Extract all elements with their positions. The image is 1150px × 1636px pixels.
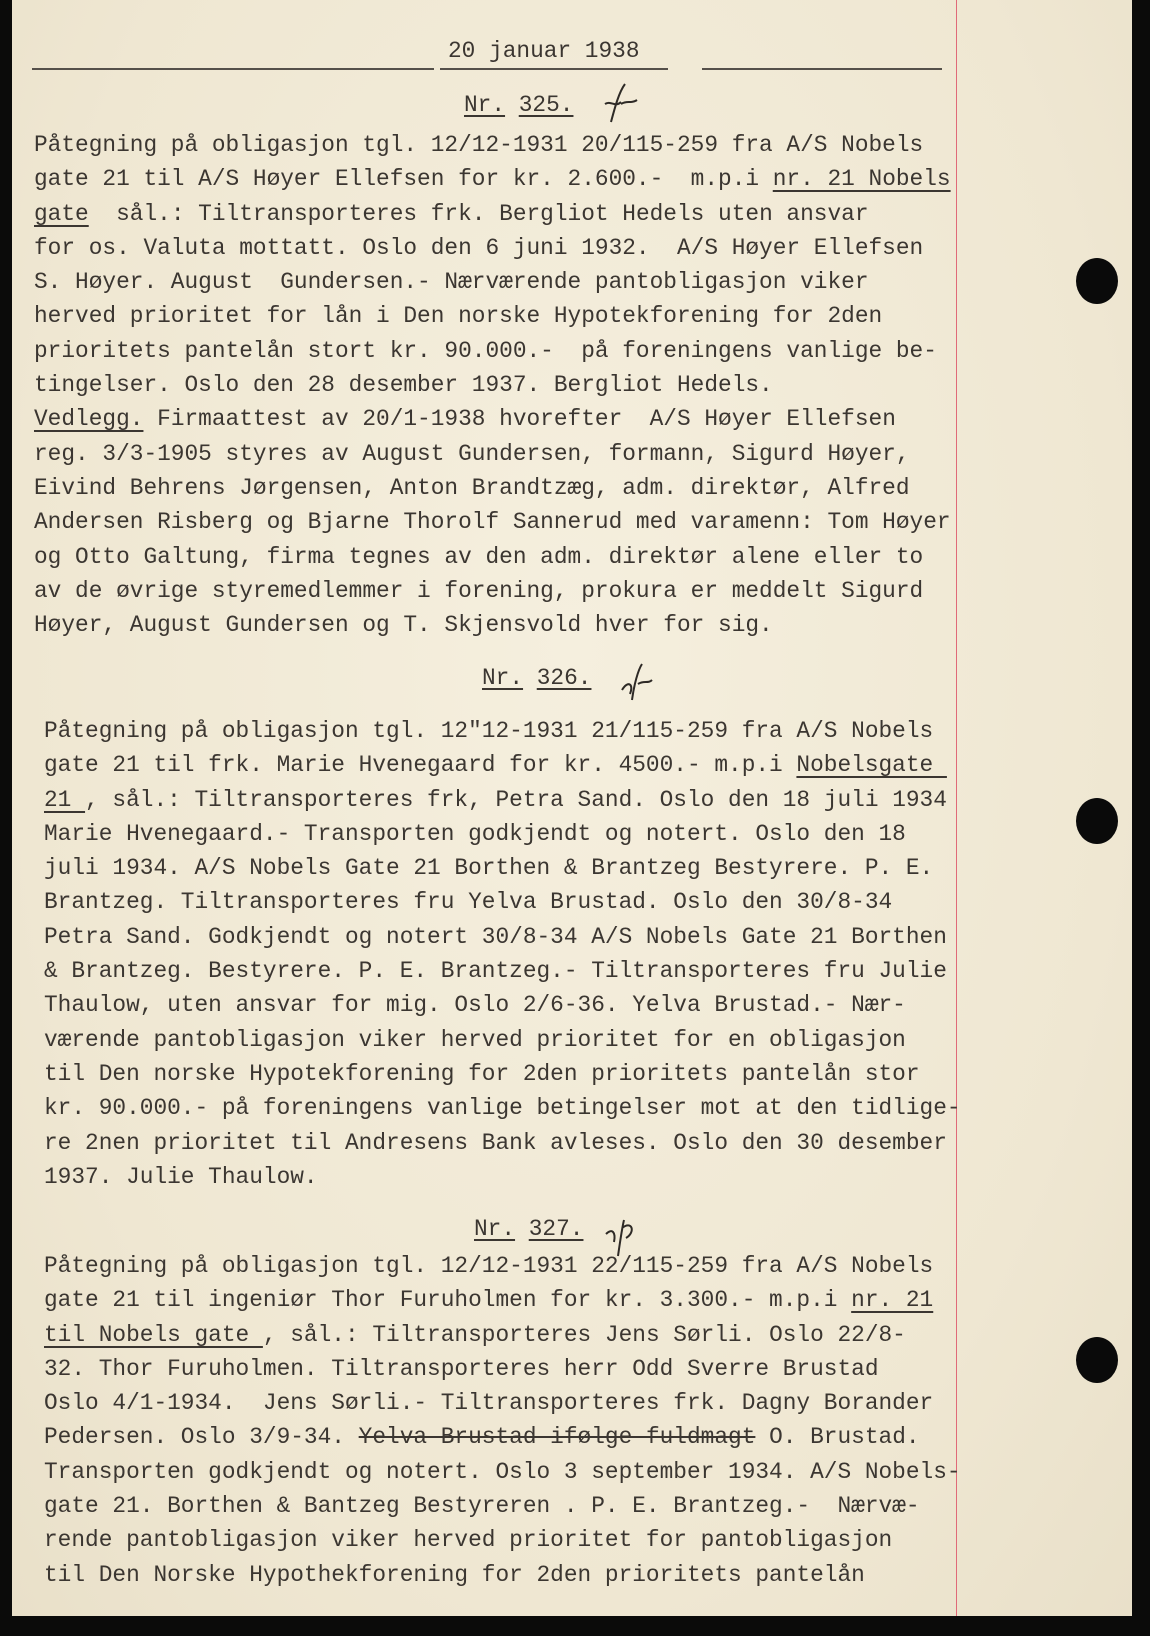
text-segment: Petra Sand. Godkjendt og notert 30/8-34 A/S Nobels Gate 21 Borthen <box>44 923 947 950</box>
text-segment: gate 21 til A/S Høyer Ellefsen for kr. 2.600.- m.p.i <box>34 166 773 193</box>
text-line <box>44 1091 961 1125</box>
text-segment: O. Brustad. <box>755 1424 920 1451</box>
document-page <box>12 0 1132 1616</box>
underlined-text: nr. 21 Nobels <box>772 166 951 193</box>
entry-325-body <box>34 128 951 642</box>
text-line <box>44 1318 961 1352</box>
text-line <box>34 437 951 471</box>
text-segment: Oslo 4/1-1934. Jens Sørli.- Tiltransporteres frk. Dagny Borander <box>44 1390 934 1417</box>
entry-number-value: 325. <box>518 92 574 118</box>
text-line <box>44 1420 961 1454</box>
text-segment: Påtegning på obligasjon tgl. 12/12-1931 20/115-259 fra A/S Nobels <box>34 132 924 158</box>
text-segment: gate 21. Borthen & Bantzeg Bestyreren . P. E. Brantzeg.- Nærvæ- <box>44 1493 920 1520</box>
text-line <box>34 128 951 162</box>
text-line <box>44 851 961 885</box>
entry-number <box>482 665 591 691</box>
text-line <box>34 368 951 402</box>
text-segment: , sål.: Tiltransporteres Jens Sørli. Oslo 22/8- <box>262 1321 906 1348</box>
text-line <box>44 1558 961 1592</box>
text-segment: værende pantobligasjon viker herved prioritet for en obligasjon <box>44 1026 906 1053</box>
header-rule-middle <box>440 68 668 70</box>
text-line <box>34 574 951 608</box>
text-line <box>44 1126 961 1160</box>
header-rule-right <box>702 68 942 70</box>
text-segment: Påtegning på obligasjon tgl. 12"12-1931 21/115-259 fra A/S Nobels <box>44 718 934 744</box>
entry-number-prefix: Nr. <box>464 92 506 118</box>
handwritten-initials <box>612 660 662 710</box>
text-line <box>34 505 951 539</box>
underlined-text: gate <box>34 200 89 227</box>
underlined-text: 21 <box>44 786 86 813</box>
text-line <box>44 1455 961 1489</box>
text-segment: Transporten godkjendt og notert. Oslo 3 september 1934. A/S Nobels- <box>44 1458 961 1485</box>
text-segment: & Brantzeg. Bestyrere. P. E. Brantzeg.- Tiltransporteres fru Julie <box>44 958 947 985</box>
entry-number-value: 327. <box>528 1216 584 1242</box>
text-line <box>34 231 951 265</box>
page-date-header: 20 januar 1938 <box>448 38 640 64</box>
text-line <box>34 402 951 436</box>
text-segment: av de øvrige styremedlemmer i forening, prokura er meddelt Sigurd <box>34 577 924 604</box>
text-line <box>44 885 961 919</box>
entry-327-body <box>44 1249 961 1592</box>
text-line <box>44 988 961 1022</box>
text-segment: gate 21 til ingeniør Thor Furuholmen for kr. 3.300.- m.p.i <box>44 1287 852 1314</box>
text-line <box>34 471 951 505</box>
text-segment: 32. Thor Furuholmen. Tiltransporteres herr Odd Sverre Brustad <box>44 1355 879 1382</box>
underlined-text: nr. 21 <box>851 1287 934 1314</box>
entry-326-body <box>44 714 961 1194</box>
entry-number-prefix: Nr. <box>474 1216 516 1242</box>
text-segment: for os. Valuta mottatt. Oslo den 6 juni 1932. A/S Høyer Ellefsen <box>34 234 924 261</box>
text-segment: kr. 90.000.- på foreningens vanlige betingelser mot at den tidlige- <box>44 1095 961 1122</box>
text-line <box>34 299 951 333</box>
text-line <box>44 1489 961 1523</box>
text-segment: sål.: Tiltransporteres frk. Bergliot Hedels uten ansvar <box>88 200 869 227</box>
text-line <box>44 783 961 817</box>
text-segment: Eivind Behrens Jørgensen, Anton Brandtzæg, adm. direktør, Alfred <box>34 474 910 501</box>
text-segment: Thaulow, uten ansvar for mig. Oslo 2/6-36. Yelva Brustad.- Nær- <box>44 992 906 1019</box>
text-line <box>44 1283 961 1317</box>
text-line <box>44 1386 961 1420</box>
text-segment: prioritets pantelån stort kr. 90.000.- på foreningens vanlige be- <box>34 337 937 364</box>
entry-number-value: 326. <box>536 665 592 691</box>
punch-hole <box>1076 258 1118 304</box>
entry-number-prefix: Nr. <box>482 665 524 691</box>
text-line <box>44 714 961 748</box>
text-segment: , sål.: Tiltransporteres frk, Petra Sand. Oslo den 18 juli 1934 <box>85 786 947 813</box>
text-segment: Firmaattest av 20/1-1938 hvorefter A/S Høyer Ellefsen <box>143 406 896 433</box>
punch-hole <box>1076 798 1118 844</box>
text-segment: rende pantobligasjon viker herved prioritet for pantobligasjon <box>44 1527 893 1554</box>
text-segment: Brantzeg. Tiltransporteres fru Yelva Brustad. Oslo den 30/8-34 <box>44 889 893 916</box>
entry-number <box>474 1216 583 1242</box>
text-segment: til Den norske Hypotekforening for 2den prioritets pantelån stor <box>44 1060 920 1087</box>
text-segment: Andersen Risberg og Bjarne Thorolf Sannerud med varamenn: Tom Høyer <box>34 509 951 536</box>
text-segment: S. Høyer. August Gundersen.- Nærværende pantobligasjon viker <box>34 269 869 296</box>
text-segment: herved prioritet for lån i Den norske Hypotekforening for 2den <box>34 303 883 330</box>
text-line <box>44 920 961 954</box>
header-rule-left <box>32 68 434 70</box>
entry-number <box>464 92 573 118</box>
text-line <box>44 1160 961 1194</box>
text-line <box>34 265 951 299</box>
text-segment: juli 1934. A/S Nobels Gate 21 Borthen & Brantzeg Bestyrere. P. E. <box>44 855 934 882</box>
text-segment: gate 21 til frk. Marie Hvenegaard for kr. 4500.- m.p.i <box>44 752 797 779</box>
underlined-text: Vedlegg. <box>34 406 144 433</box>
text-line <box>44 1249 961 1283</box>
text-line <box>44 1023 961 1057</box>
text-line <box>44 1057 961 1091</box>
handwritten-initials <box>597 82 647 132</box>
text-segment: og Otto Galtung, firma tegnes av den adm. direktør alene eller to <box>34 543 924 570</box>
text-segment: 1937. Julie Thaulow. <box>44 1163 318 1190</box>
text-segment: reg. 3/3-1905 styres av August Gundersen, formann, Sigurd Høyer, <box>34 440 910 467</box>
punch-hole <box>1076 1337 1118 1383</box>
text-segment: Marie Hvenegaard.- Transporten godkjendt og notert. Oslo den 18 <box>44 820 906 847</box>
text-line <box>34 608 951 642</box>
text-segment: re 2nen prioritet til Andresens Bank avleses. Oslo den 30 desember <box>44 1129 947 1156</box>
text-line <box>34 197 951 231</box>
text-line <box>44 817 961 851</box>
text-line <box>44 748 961 782</box>
text-line <box>34 162 951 196</box>
text-line <box>44 1523 961 1557</box>
text-segment: tingelser. Oslo den 28 desember 1937. Bergliot Hedels. <box>34 372 773 399</box>
text-segment: Pedersen. Oslo 3/9-34. <box>44 1424 359 1451</box>
underlined-text: Nobelsgate <box>796 752 947 779</box>
struck-text: Yelva Brustad ifølge fuldmagt <box>358 1424 756 1451</box>
text-line <box>44 1352 961 1386</box>
text-segment: Høyer, August Gundersen og T. Skjensvold hver for sig. <box>34 612 773 639</box>
text-line <box>34 334 951 368</box>
text-line <box>44 954 961 988</box>
text-segment: Påtegning på obligasjon tgl. 12/12-1931 22/115-259 fra A/S Nobels <box>44 1253 934 1279</box>
underlined-text: til Nobels gate <box>44 1321 263 1348</box>
text-line <box>34 540 951 574</box>
text-segment: til Den Norske Hypothekforening for 2den prioritets pantelån <box>44 1561 865 1588</box>
